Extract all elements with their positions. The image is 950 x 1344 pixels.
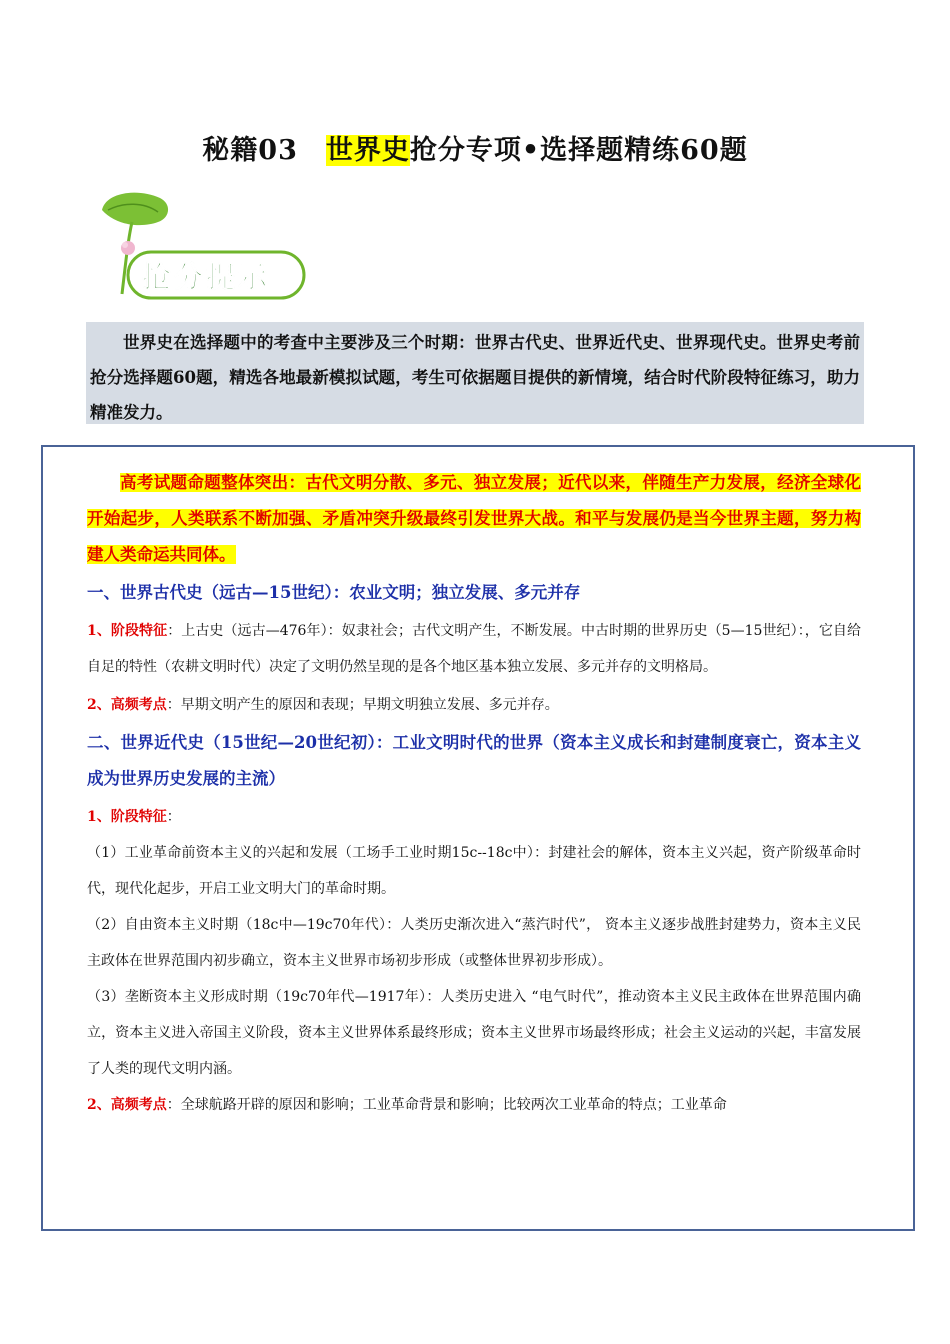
lotus-leaf-icon: [98, 190, 310, 302]
modern-item-2: （2）自由资本主义时期（18c中—19c70年代）：人类历史渐次进入“蒸汽时代”， 资本主义逐步战胜封建势力，资本主义民主政体在世界范围内初步确立，资本主义世界市场初步形成（或整体世界初步形成）。: [87, 917, 861, 969]
page-title: [0, 128, 950, 167]
modern-focus-label: 2、高频考点: [87, 1097, 167, 1113]
ancient-feature-text: ：上古史（远古—476年）：奴隶社会；古代文明产生，不断发展。中古时期的世界历史（5—15世纪）：，它自给自足的特性（农耕文明时代）决定了文明仍然呈现的是各个地区基本独立发展、多元并存的文明格局。: [87, 623, 861, 675]
logo-text: 抢分提示: [142, 260, 271, 294]
modern-focus: [87, 1087, 861, 1123]
ancient-focus-text: ：早期文明产生的原因和表现；早期文明独立发展、多元并存。: [166, 697, 559, 713]
ancient-focus: [87, 687, 861, 723]
ancient-feature-label: 1、阶段特征: [87, 623, 168, 639]
title-prefix: 秘籍03: [202, 135, 298, 166]
modern-focus-text: ：全球航路开辟的原因和影响；工业革命背景和影响；比较两次工业革命的特点；工业革命: [166, 1097, 727, 1113]
summary-box: [41, 445, 915, 1231]
modern-feature: [87, 799, 861, 835]
ancient-focus-label: 2、高频考点: [87, 697, 167, 713]
title-highlight: 世界史: [325, 135, 410, 166]
intro-text: 世界史在选择题中的考查中主要涉及三个时期：世界古代史、世界近代史、世界现代史。世界史考前抢分选择题60题，精选各地最新模拟试题，考生可依据题目提供的新情境，结合时代阶段特征练习，助力精准发力。: [90, 333, 860, 422]
lead-text: 高考试题命题整体突出：古代文明分散、多元、独立发展；近代以来，伴随生产力发展，经济全球化开始起步，人类联系不断加强、矛盾冲突升级最终引发世界大战。和平与发展仍是当今世界主题，努力构建人类命运共同体。: [87, 473, 861, 564]
modern-item-1: （1）工业革命前资本主义的兴起和发展（工场手工业时期15c--18c中）：封建社会的解体，资本主义兴起，资产阶级革命时代，现代化起步，开启工业文明大门的革命时期。: [87, 845, 861, 897]
modern-feature-colon: ：: [166, 809, 181, 825]
title-rest: 抢分专项•选择题精练60题: [409, 135, 748, 166]
modern-feature-label: 1、阶段特征: [87, 809, 167, 825]
ancient-feature: [87, 613, 861, 685]
intro-panel: [86, 322, 864, 424]
section-heading-modern: 二、世界近代史（15世纪—20世纪初）：工业文明时代的世界（资本主义成长和封建制度衰亡，资本主义成为世界历史发展的主流）: [87, 733, 861, 788]
lead-paragraph: [87, 465, 861, 573]
section-heading-ancient: 一、世界古代史（远古—15世纪）：农业文明；独立发展、多元并存: [87, 583, 581, 602]
modern-item-3: （3）垄断资本主义形成时期（19c70年代—1917年）：人类历史进入 “电气时代”，推动资本主义民主政体在世界范围内确立，资本主义进入帝国主义阶段，资本主义世界体系最终形成；资本主义世界市场最终形成；社会主义运动的兴起，丰富发展了人类的现代文明内涵。: [87, 989, 861, 1077]
